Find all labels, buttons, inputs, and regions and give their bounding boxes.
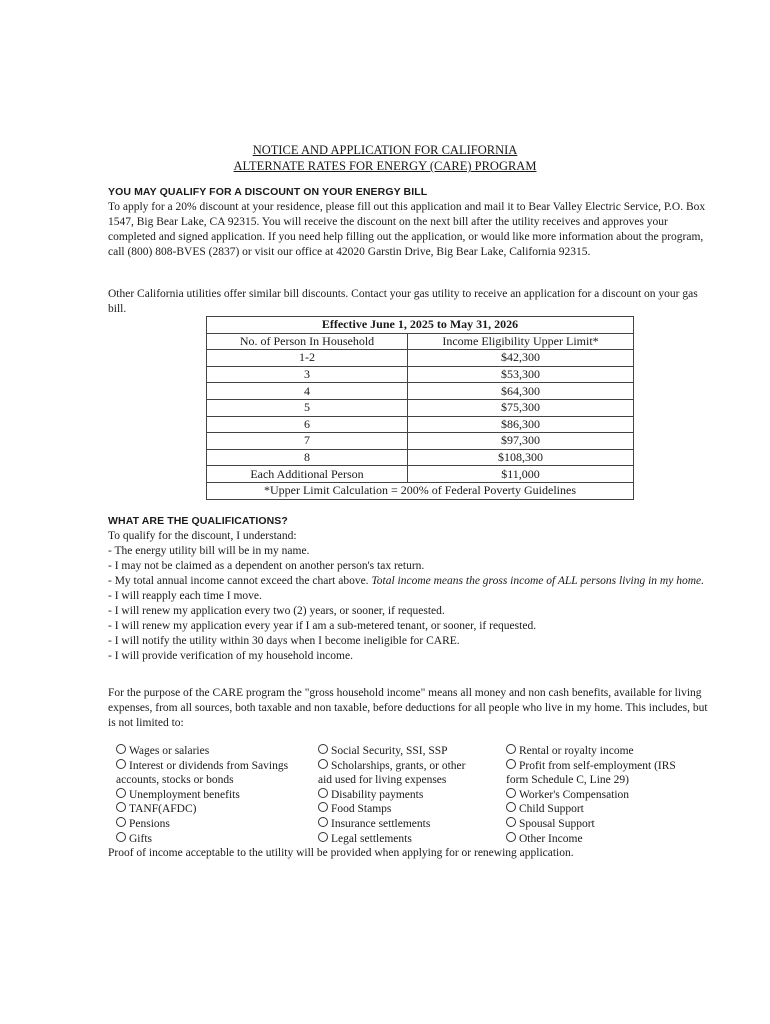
income-option-gifts[interactable] <box>116 832 316 847</box>
income-option-label: Disability payments <box>331 788 424 801</box>
qualification-item: - I will provide verification of my household income. <box>108 650 353 662</box>
income-option-label: Spousal Support <box>519 817 595 830</box>
qualification-item: - I will renew my application every year if I am a sub-metered tenant, or sooner, if requested. <box>108 620 537 632</box>
table-row <box>207 399 634 416</box>
income-option-legal[interactable] <box>318 832 498 847</box>
income-option-label: Unemployment benefits <box>129 788 240 801</box>
income-option-label: Interest or dividends from Savings <box>129 759 289 772</box>
income-sources-column-1 <box>116 744 316 846</box>
table-row <box>207 383 634 400</box>
income-limit-note: Total income means the gross income of ALL persons living in my home. <box>371 575 704 587</box>
table-row <box>207 433 634 450</box>
income-option-wages[interactable] <box>116 744 316 759</box>
income-option-self-employment[interactable] <box>506 759 706 774</box>
table-cell-persons: 6 <box>207 416 408 433</box>
qualification-item: - I may not be claimed as a dependent on another person's tax return. <box>108 560 425 572</box>
radio-icon[interactable] <box>318 817 328 827</box>
table-cell-persons: Each Additional Person <box>207 466 408 483</box>
table-cell-limit: $97,300 <box>408 433 634 450</box>
radio-icon[interactable] <box>506 788 516 798</box>
table-header-household: No. of Person In Household <box>207 333 408 350</box>
income-option-label: Scholarships, grants, or other <box>331 759 466 772</box>
income-option-label: Wages or salaries <box>129 745 210 757</box>
table-cell-limit: $108,300 <box>408 449 634 466</box>
income-option-label: Worker's Compensation <box>519 788 630 801</box>
radio-icon[interactable] <box>116 817 126 827</box>
radio-icon[interactable] <box>116 759 126 769</box>
income-option-tanf[interactable] <box>116 802 316 817</box>
radio-icon[interactable] <box>318 788 328 798</box>
income-option-label: Social Security, SSI, SSP <box>331 745 448 757</box>
table-cell-limit: $75,300 <box>408 399 634 416</box>
income-option-label: TANF(AFDC) <box>129 803 197 816</box>
income-option-continuation: accounts, stocks or bonds <box>116 774 234 787</box>
table-cell-limit: $11,000 <box>408 466 634 483</box>
radio-icon[interactable] <box>116 802 126 812</box>
income-option-interest[interactable] <box>116 759 316 774</box>
income-option-label: Rental or royalty income <box>519 745 634 757</box>
income-option-social-security[interactable] <box>318 744 498 759</box>
income-option-scholarships[interactable] <box>318 759 498 774</box>
table-effective-dates: Effective June 1, 2025 to May 31, 2026 <box>207 317 634 334</box>
table-cell-limit: $64,300 <box>408 383 634 400</box>
income-option-label: Child Support <box>519 803 584 816</box>
income-option-spousal-support[interactable] <box>506 817 706 832</box>
income-limit-text: - My total annual income cannot exceed the chart above. <box>108 575 372 587</box>
qualifications-heading: WHAT ARE THE QUALIFICATIONS? <box>108 515 288 527</box>
document-title-line1: NOTICE AND APPLICATION FOR CALIFORNIA <box>252 143 518 157</box>
income-option-other[interactable] <box>506 832 706 847</box>
table-cell-persons: 5 <box>207 399 408 416</box>
radio-icon[interactable] <box>318 802 328 812</box>
intro-paragraph: To apply for a 20% discount at your residence, please fill out this application and mail it to Bear Valley Electric Service, P.O. Box 1547, Big Bear Lake, CA 92315. You will receive the discount on the next bill after the utility receives and approves your completed and signed application. If you need help filling out the application, or would like more information about the program, call (800) 808-BVES (2837) or visit our office at 42020 Garstin Drive, Big Bear Lake, California 92315. <box>108 201 706 258</box>
table-row <box>207 366 634 383</box>
table-cell-limit: $53,300 <box>408 366 634 383</box>
income-option-unemployment[interactable] <box>116 788 316 803</box>
income-option-workers-comp[interactable] <box>506 788 706 803</box>
radio-icon[interactable] <box>318 832 328 842</box>
proof-of-income-statement: Proof of income acceptable to the utility will be provided when applying for or renewing application. <box>108 847 574 859</box>
table-cell-persons: 3 <box>207 366 408 383</box>
table-footnote: *Upper Limit Calculation = 200% of Federal Poverty Guidelines <box>207 482 634 499</box>
qualifications-list <box>108 529 708 664</box>
radio-icon[interactable] <box>318 759 328 769</box>
table-row <box>207 466 634 483</box>
qualification-item-income <box>108 574 708 589</box>
other-utilities-paragraph: Other California utilities offer similar bill discounts. Contact your gas utility to receive an application for a discount on your gas bill. <box>108 288 698 315</box>
income-option-label: Profit from self-employment (IRS <box>519 759 676 772</box>
qualification-item: - I will reapply each time I move. <box>108 590 262 602</box>
income-sources-column-2 <box>318 744 498 846</box>
radio-icon[interactable] <box>116 788 126 798</box>
table-cell-persons: 4 <box>207 383 408 400</box>
discount-heading: YOU MAY QUALIFY FOR A DISCOUNT ON YOUR ENERGY BILL <box>108 186 428 198</box>
income-option-disability[interactable] <box>318 788 498 803</box>
income-option-pensions[interactable] <box>116 817 316 832</box>
table-cell-persons: 7 <box>207 433 408 450</box>
radio-icon[interactable] <box>506 802 516 812</box>
table-cell-persons: 1-2 <box>207 350 408 367</box>
income-option-child-support[interactable] <box>506 802 706 817</box>
table-row <box>207 350 634 367</box>
qualification-item: - The energy utility bill will be in my name. <box>108 545 310 557</box>
table-cell-limit: $86,300 <box>408 416 634 433</box>
radio-icon[interactable] <box>506 832 516 842</box>
income-option-label: Gifts <box>129 832 152 845</box>
income-option-continuation: form Schedule C, Line 29) <box>506 774 629 787</box>
document-title-line2: ALTERNATE RATES FOR ENERGY (CARE) PROGRAM <box>233 159 537 173</box>
income-option-label: Food Stamps <box>331 803 392 816</box>
income-limits-table <box>206 316 634 500</box>
income-option-label: Legal settlements <box>331 832 412 845</box>
radio-icon[interactable] <box>506 817 516 827</box>
radio-icon[interactable] <box>506 759 516 769</box>
qualification-item: - I will renew my application every two (2) years, or sooner, if requested. <box>108 605 445 617</box>
table-row <box>207 449 634 466</box>
income-option-food-stamps[interactable] <box>318 802 498 817</box>
income-option-label: Insurance settlements <box>331 817 431 830</box>
qualifications-intro: To qualify for the discount, I understand: <box>108 530 297 542</box>
qualification-item: - I will notify the utility within 30 days when I become ineligible for CARE. <box>108 635 460 647</box>
radio-icon[interactable] <box>116 744 126 754</box>
gross-income-paragraph: For the purpose of the CARE program the "gross household income" means all money and non cash benefits, available for living expenses, from all sources, both taxable and non taxable, before deductions for all people who live in my home. This includes, but is not limited to: <box>108 687 708 729</box>
table-row <box>207 416 634 433</box>
radio-icon[interactable] <box>116 832 126 842</box>
income-option-label: Other Income <box>519 832 583 845</box>
table-cell-persons: 8 <box>207 449 408 466</box>
income-option-insurance[interactable] <box>318 817 498 832</box>
income-option-continuation: aid used for living expenses <box>318 774 447 787</box>
radio-icon[interactable] <box>506 744 516 754</box>
radio-icon[interactable] <box>318 744 328 754</box>
income-sources-column-3 <box>506 744 706 846</box>
table-cell-limit: $42,300 <box>408 350 634 367</box>
income-option-rental[interactable] <box>506 744 706 759</box>
table-header-limit: Income Eligibility Upper Limit* <box>408 333 634 350</box>
income-option-label: Pensions <box>129 817 170 830</box>
